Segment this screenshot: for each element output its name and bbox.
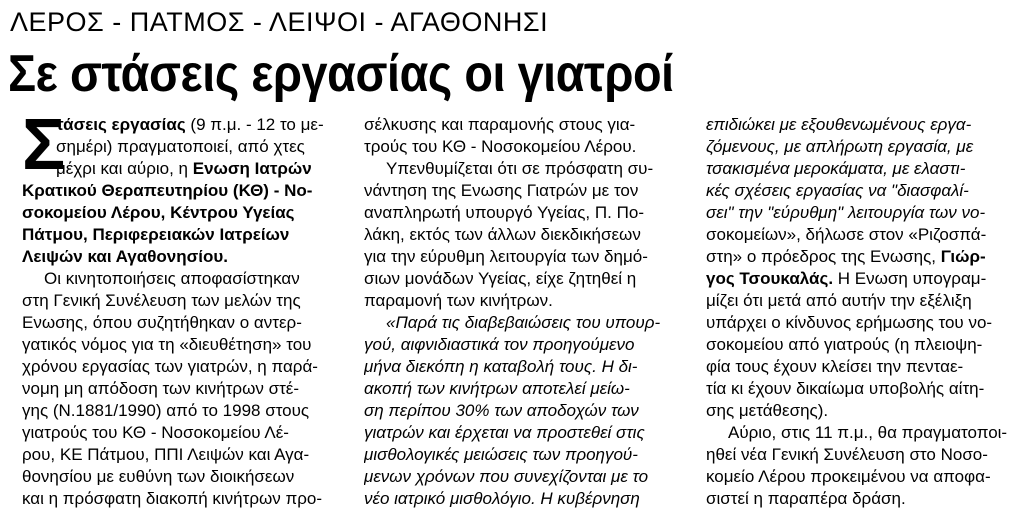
headline: Σε στάσεις εργασίας οι γιατροί bbox=[8, 45, 674, 103]
text-line: Κρατικού Θεραπευτηρίου (ΚΘ) - Νο- bbox=[22, 181, 313, 200]
article-column-1 bbox=[22, 105, 332, 510]
text-line: χρόνου εργασίας των γιατρών, η παρά- bbox=[22, 357, 318, 376]
text-line: Πάτμου, Περιφερειακών Ιατρείων bbox=[22, 225, 290, 244]
text-line: μέχρι και αύριο, η Ενωση Ιατρών bbox=[56, 159, 312, 178]
text-line: επιδιώκει με εξουθενωμένους εργα- bbox=[706, 115, 972, 134]
text-line: γιατρούς του ΚΘ - Νοσοκομείου Λέ- bbox=[22, 423, 289, 442]
text-line: κές σχέσεις εργασίας να "διασφαλί- bbox=[706, 181, 969, 200]
text-line: σοκομείου Λέρου, Κέντρου Υγείας bbox=[22, 203, 295, 222]
text-line: γού, αιφνιδιαστικά τον προηγούμενο bbox=[364, 335, 635, 354]
text-line: θονησίου με ευθύνη των διοικήσεων bbox=[22, 467, 295, 486]
text-line: νάντηση της Ενωσης Γιατρών με τον bbox=[364, 181, 639, 200]
text-line: ση περίπου 30% των αποδοχών των bbox=[364, 401, 639, 420]
text-line: γιατρών και έρχεται να προστεθεί στις bbox=[364, 423, 645, 442]
text-line: στη» ο πρόεδρος της Ενωσης, Γιώρ- bbox=[706, 247, 986, 266]
text-line: μενων χρόνων που συνεχίζονται με το bbox=[364, 467, 649, 486]
text-line: ηθεί νέα Γενική Συνέλευση στο Νοσο- bbox=[706, 445, 988, 464]
text-line: σιων μονάδων Υγείας, είχε ζητηθεί η bbox=[364, 269, 637, 288]
drop-cap: Σ bbox=[22, 105, 66, 185]
text-line: σης μετάθεσης). bbox=[706, 401, 829, 420]
text-line: ακοπή των κινήτρων αποτελεί μείω- bbox=[364, 379, 630, 398]
text-line: υπάρχει ο κίνδυνος ερήμωσης του νο- bbox=[706, 313, 993, 332]
text-line: σοκομείων», δήλωσε στον «Ριζοσπά- bbox=[706, 225, 987, 244]
text-line: τάσεις εργασίας (9 π.μ. - 12 το με- bbox=[56, 115, 324, 134]
text-line: «Παρά τις διαβεβαιώσεις του υπουρ- bbox=[386, 313, 661, 332]
text-line: Οι κινητοποιήσεις αποφασίστηκαν bbox=[44, 269, 300, 288]
text-line: σέλκυσης και παραμονής στους για- bbox=[364, 115, 636, 134]
text-line: νέο ιατρικό μισθολόγιο. Η κυβέρνηση bbox=[364, 489, 640, 508]
text-line: παραμονή των κινήτρων. bbox=[364, 291, 553, 310]
text-line: τρούς του ΚΘ - Νοσοκομείου Λέρου. bbox=[364, 137, 637, 156]
text-line: ζόμενους, με απλήρωτη εργασία, με bbox=[706, 137, 974, 156]
text-line: μήνα διεκόπη η καταβολή τους. Η δι- bbox=[364, 357, 638, 376]
text-line: γος Τσουκαλάς. Η Ενωση υπογραμ- bbox=[706, 269, 987, 288]
text-line: και η πρόσφατη διακοπή κινήτρων προ- bbox=[22, 489, 322, 508]
kicker-title: ΛΕΡΟΣ - ΠΑΤΜΟΣ - ΛΕΙΨΟΙ - ΑΓΑΘΟΝΗΣΙ bbox=[10, 7, 549, 37]
text-line: λάκη, εκτός των άλλων διεκδικήσεων bbox=[364, 225, 641, 244]
text-line: τσακισμένα μεροκάματα, με ελαστι- bbox=[706, 159, 966, 178]
text-line: σοκομείου από γιατρούς (η πλειοψη- bbox=[706, 335, 983, 354]
article-column-2 bbox=[364, 114, 682, 510]
text-line: Λειψών και Αγαθονησίου. bbox=[22, 247, 228, 266]
text-line: στη Γενική Συνέλευση των μελών της bbox=[22, 291, 301, 310]
text-line: σει" την "εύρυθμη" λειτουργία των νο- bbox=[706, 203, 986, 222]
text-line: για την εύρυθμη λειτουργία των δημό- bbox=[364, 247, 648, 266]
text-line: κομείο Λέρου προκειμένου να αποφα- bbox=[706, 467, 991, 486]
text-line: γατικός νόμος για τη «διευθέτηση» του bbox=[22, 335, 312, 354]
text-line: μισθολογικές μειώσεις των προηγού- bbox=[364, 445, 638, 464]
text-line: μίζει ότι μετά από αυτήν την εξέλιξη bbox=[706, 291, 972, 310]
text-line: Αύριο, στις 11 π.μ., θα πραγματοποι- bbox=[728, 423, 1008, 442]
text-line: ρου, ΚΕ Πάτμου, ΠΠΙ Λειψών και Αγα- bbox=[22, 445, 310, 464]
text-line: σημέρι) πραγματοποιεί, από χτες bbox=[56, 137, 305, 156]
text-line: γης (Ν.1881/1990) από το 1998 στους bbox=[22, 401, 310, 420]
text-line: τία κι έχουν δικαίωμα υποβολής αίτη- bbox=[706, 379, 985, 398]
article-column-3 bbox=[706, 114, 1018, 510]
text-line: Ενωσης, όπου συζητήθηκαν ο αντερ- bbox=[22, 313, 302, 332]
text-line: Υπενθυμίζεται ότι σε πρόσφατη συ- bbox=[386, 159, 654, 178]
text-line: αναπληρωτή υπουργό Υγείας, Π. Πο- bbox=[364, 203, 644, 222]
text-line: σιστεί η παραπέρα δράση. bbox=[706, 489, 906, 508]
text-line: φία τους έχουν κλείσει την πενταε- bbox=[706, 357, 964, 376]
text-line: νομη μη απόδοση των κινήτρων στέ- bbox=[22, 379, 300, 398]
